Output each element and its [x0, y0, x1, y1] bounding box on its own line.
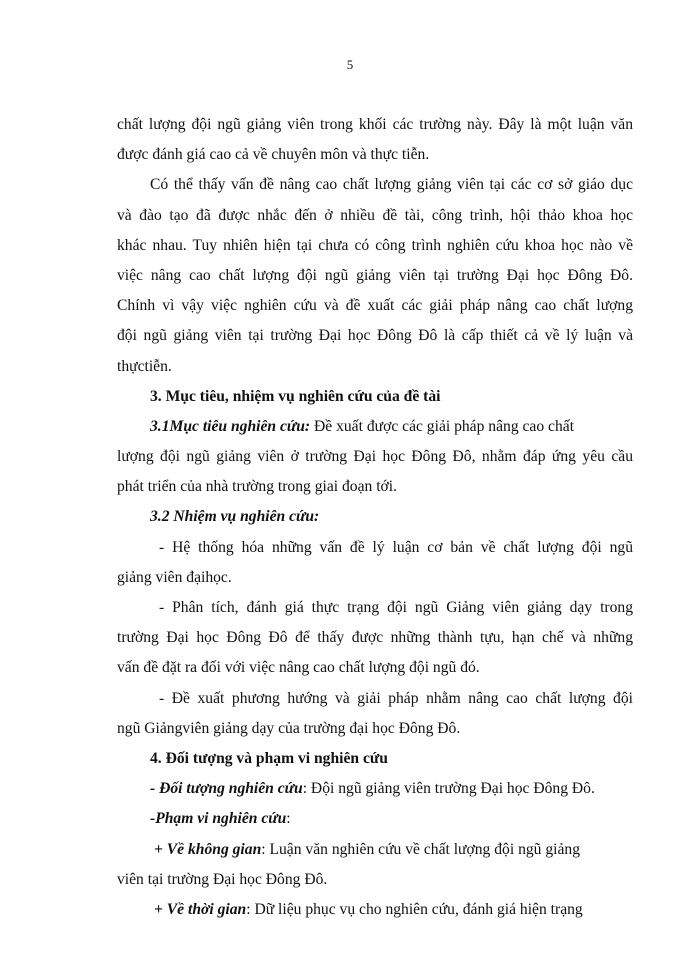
- text-line: việc nâng cao chất lượng đội ngũ giảng viên tại trường Đại học Đông Đô.: [117, 266, 633, 284]
- subheading: 3.2 Nhiệm vụ nghiên cứu:: [150, 508, 320, 526]
- text-line: Chính vì vậy việc nghiên cứu và đề xuất các giải pháp nâng cao chất lượng: [117, 297, 633, 315]
- label-run: -Phạm vi nghiên cứu: [150, 810, 287, 828]
- text-line: viên tại trường Đại học Đông Đô.: [117, 870, 328, 888]
- text-line: [117, 412, 633, 442]
- section-heading: 3. Mục tiêu, nhiệm vụ nghiên cứu của đề tài: [150, 387, 441, 405]
- text-run: :: [286, 810, 291, 828]
- text-run: : Luận văn nghiên cứu về chất lượng đội ngũ giảng: [261, 840, 581, 858]
- label-run: + Về không gian: [154, 840, 262, 858]
- text-line: giảng viên đạihọc.: [117, 568, 232, 586]
- subheading: 3.1Mục tiêu nghiên cứu:: [150, 417, 311, 435]
- text-line: vấn đề đặt ra đối với việc nâng cao chất lượng đội ngũ đó.: [117, 659, 480, 677]
- text-line: [117, 895, 633, 925]
- text-line: được đánh giá cao cả về chuyên môn và thực tiễn.: [117, 146, 430, 164]
- text-line: chất lượng đội ngũ giảng viên trong khối các trường này. Đây là một luận văn: [117, 116, 633, 133]
- page-number: 5: [346, 57, 354, 72]
- text-line: Có thể thấy vấn đề nâng cao chất lượng giảng viên tại các cơ sở giáo dục: [150, 176, 633, 194]
- label-run: + Về thời gian: [154, 900, 247, 918]
- label-run: - Đối tượng nghiên cứu: [150, 780, 303, 798]
- text-line: đội ngũ giảng viên tại trường Đại học Đông Đô là cấp thiết cả về lý luận và: [117, 327, 633, 345]
- text-line: [117, 835, 633, 865]
- text-line: thựctiễn.: [117, 357, 172, 375]
- text-line: [117, 804, 633, 834]
- text-line: khác nhau. Tuy nhiên hiện tại chưa có công trình nghiên cứu khoa học nào về: [117, 236, 633, 254]
- text-line: và đào tạo đã được nhắc đến ở nhiều đề tài, công trình, hội thảo khoa học: [117, 206, 633, 224]
- text-line: ngũ Giảngviên giảng dạy của trường đại học Đông Đô.: [117, 719, 461, 737]
- section-heading: 4. Đối tượng và phạm vi nghiên cứu: [150, 749, 388, 767]
- bullet-line: - Hệ thống hóa những vấn đề lý luận cơ bản về chất lượng đội ngũ: [159, 538, 633, 556]
- text-line: lượng đội ngũ giảng viên ở trường Đại học Đông Đô, nhằm đáp ứng yêu cầu: [117, 448, 633, 466]
- text-run: : Đội ngũ giảng viên trường Đại học Đông Đô.: [302, 780, 595, 798]
- document-body: [117, 110, 633, 925]
- text-line: [117, 774, 633, 804]
- bullet-line: - Đề xuất phương hướng và giải pháp nhằm nâng cao chất lượng đội: [159, 689, 633, 707]
- text-run: : Dữ liệu phục vụ cho nghiên cứu, đánh giá hiện trạng: [246, 900, 583, 918]
- text-run: Đề xuất được các giải pháp nâng cao chất: [310, 417, 575, 435]
- text-line: phát triển của nhà trường trong giai đoạn tới.: [117, 478, 398, 496]
- bullet-line: - Phân tích, đánh giá thực trạng đội ngũ Giảng viên giảng dạy trong: [159, 599, 633, 616]
- text-line: trường Đại học Đông Đô để thấy được những thành tựu, hạn chế và những: [117, 629, 633, 647]
